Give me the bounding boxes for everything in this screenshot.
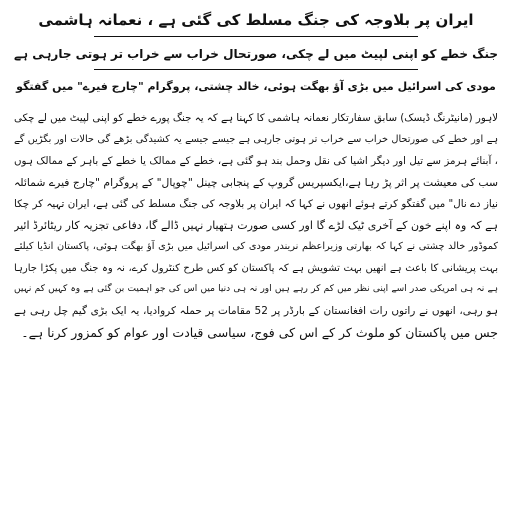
body-line: ہے کہ وہ اپنے خون کے آخری ٹیک لڑے گا اور کسی صورت ہتھیار نہیں ڈالے گا، دفاعی تجزیہ کار ریٹائرڈ ائیر	[14, 219, 498, 233]
body-line: ، آبنائے ہرمز سے تیل اور دیگر اشیا کی نقل وحمل بند ہو گئی ہے، خطے کے ممالک یا خطے کے باہر کے ممالک ہوں	[14, 154, 498, 167]
body-line: بہت پریشانی کا باعث ہے انھیں بہت تشویش ہے کہ پاکستان کو کس طرح کنٹرول کرے، نہ وہ جنگ میں پکڑا جارہا	[14, 262, 498, 274]
body-line: سب کی معیشت پر اثر پڑ رہا ہے،ایکسپریس گروپ کے پنجابی چینل "چوپال" کے پروگرام "چارج فیرے شمائلہ	[14, 176, 498, 190]
body-line: نیاز دے نال" میں گفتگو کرتے ہوئے انھوں نے کہا کہ ایران پر بلاوجہ کی جنگ مسلط کی گئی ہے، ایران تہیہ کر چکا	[14, 197, 498, 210]
divider	[94, 69, 418, 70]
body-line: ہے نہ ہی امریکی صدر اسے اپنی نظر میں کم کر رہے ہیں اور نہ ہی دنیا میں اس کی جو اہمیت بن گئی ہے وہ کہیں کم نہیں	[14, 284, 498, 295]
body-line: لاہور (مانیٹرنگ ڈیسک) سابق سفارتکار نعمانہ ہاشمی کا کہنا ہے کہ یہ جنگ پورے خطے کو اپنی لپیٹ میں لے چکی	[14, 112, 498, 124]
body-line: کموڈور خالد چشتی نے کہا کہ بھارتی وزیراعظم نریندر مودی کی اسرائیل میں بڑی آؤ بھگت ہوئی، پاکستان انڈیا کیلئے	[14, 241, 498, 253]
body-line: جس میں پاکستان کو ملوث کر کے اس کی فوج، سیاسی قیادت اور عوام کو کمزور کرنا ہے۔	[21, 325, 498, 341]
headline-sub-1: جنگ خطے کو اپنی لپیٹ میں لے چکی، صورتحال خراب سے خراب تر ہوتی جارہی ہے	[14, 47, 498, 61]
article-body	[14, 108, 498, 343]
headline-main: ایران پر بلاوجہ کی جنگ مسلط کی گئی ہے ، نعمانہ ہاشمی	[38, 11, 474, 29]
body-line: ہے اور خطے کی صورتحال خراب سے خراب تر ہوتی جارہی ہے جیسے جیسے یہ کشیدگی بڑھے گی حالات اور بگڑیں گے	[14, 134, 498, 146]
headline-sub-2: مودی کی اسرائیل میں بڑی آؤ بھگت ہوئی، خالد چشتی، پروگرام "چارج فیرے" میں گفتگو	[16, 80, 496, 93]
body-line: ہو رہی، انھوں نے راتوں رات افغانستان کے بارڈر پر 52 مقامات پر حملہ کروادیا، یہ ایک بڑی گیم چل رہی ہے	[14, 304, 498, 317]
divider	[94, 36, 418, 37]
